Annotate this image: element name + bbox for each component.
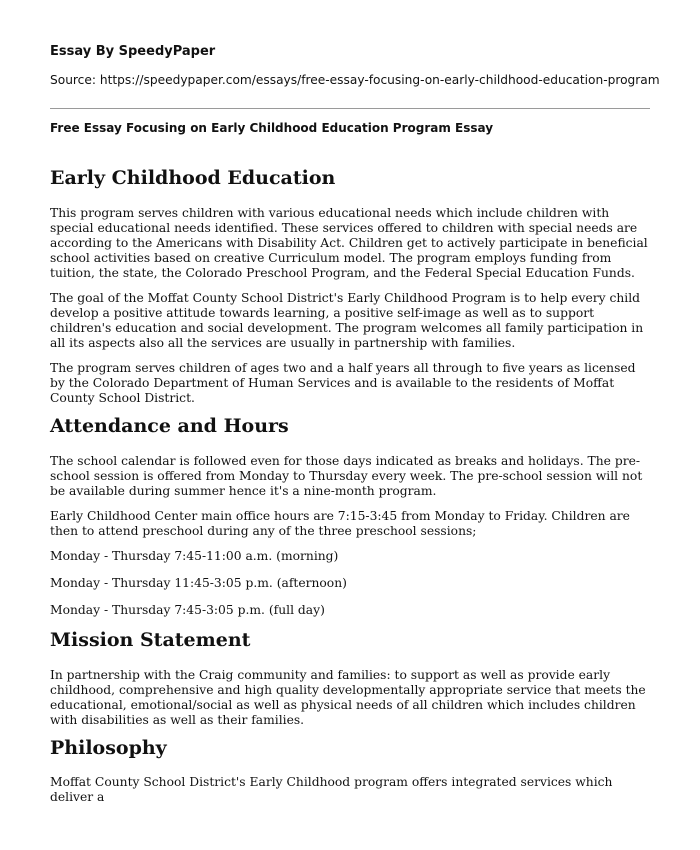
- paragraph: The program serves children of ages two and a half years all through to five years as licensed by the Colorado Department of Human Services and is available to the residents of Moffat County School District.: [50, 360, 636, 405]
- source-line: Source: https://speedypaper.com/essays/free-essay-focusing-on-early-childhood-education-program: [50, 73, 660, 87]
- essay-body: [50, 168, 650, 815]
- schedule-line-afternoon: Monday - Thursday 11:45-3:05 p.m. (afternoon): [50, 575, 347, 590]
- paragraph: Moffat County School District's Early Childhood program offers integrated services which deliver a: [50, 775, 613, 805]
- essay-subtitle: Free Essay Focusing on Early Childhood Education Program Essay: [50, 121, 494, 135]
- schedule-line-full-day: Monday - Thursday 7:45-3:05 p.m. (full day): [50, 602, 325, 617]
- paragraph: Early Childhood Center main office hours are 7:15-3:45 from Monday to Friday. Children are then to attend preschool during any of the three preschool sessions;: [50, 508, 630, 538]
- header-divider: [50, 108, 650, 109]
- paragraph: In partnership with the Craig community and families: to support as well as provide early childhood, comprehensive and high quality developmentally appropriate service that meets the educational, emotional/social as well as physical needs of all children which includes children with disabilities as well as their families.: [50, 667, 646, 727]
- schedule-line-morning: Monday - Thursday 7:45-11:00 a.m. (morning): [50, 548, 339, 563]
- section-heading-early-childhood: Early Childhood Education: [50, 167, 336, 189]
- paragraph: The school calendar is followed even for those days indicated as breaks and holidays. The pre-school session is offered from Monday to Thursday every week. The pre-school session will not be available during summer hence it's a nine-month program.: [50, 453, 643, 498]
- paragraph: This program serves children with various educational needs which include children with special educational needs identified. These services offered to children with special needs are according to the Americans with Disability Act. Children get to actively participate in beneficial school activities based on creative Curriculum model. The program employs funding from tuition, the state, the Colorado Preschool Program, and the Federal Special Education Funds.: [50, 205, 648, 280]
- essay-brand: Essay By SpeedyPaper: [50, 44, 216, 59]
- section-heading-mission: Mission Statement: [50, 628, 251, 651]
- section-heading-philosophy: Philosophy: [50, 736, 167, 759]
- section-heading-attendance: Attendance and Hours: [50, 414, 289, 437]
- paragraph: The goal of the Moffat County School District's Early Childhood Program is to help every child develop a positive attitude towards learning, a positive self-image as well as to support children's education and social development. The program welcomes all family participation in all its aspects also all the services are usually in partnership with families.: [50, 290, 644, 350]
